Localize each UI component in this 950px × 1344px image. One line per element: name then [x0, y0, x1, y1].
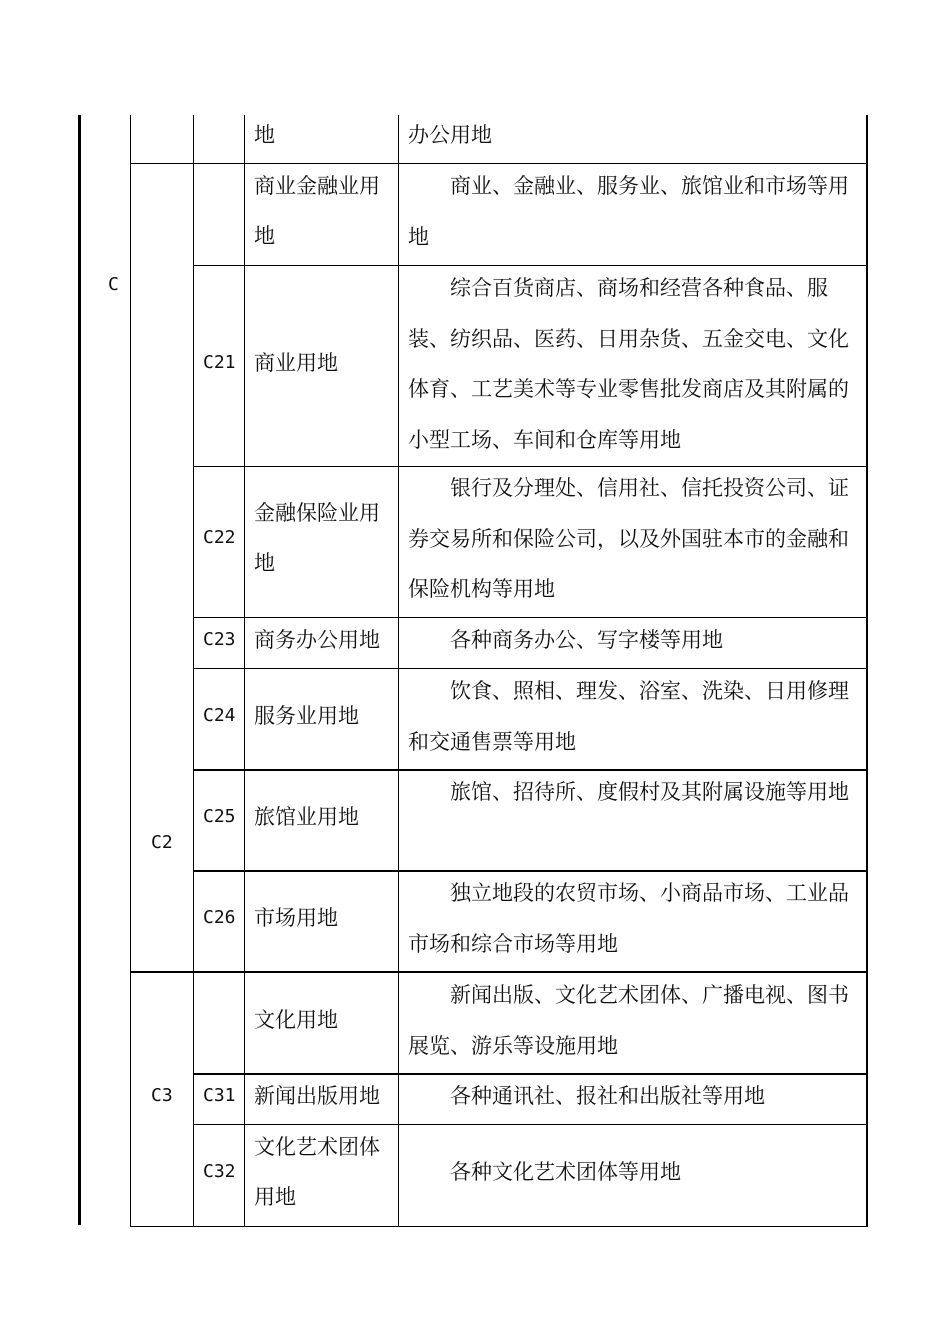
- row-desc: 各种商务办公、写字楼等用地: [408, 628, 723, 652]
- row-name: 地: [254, 224, 275, 248]
- row-name: 地: [254, 551, 275, 575]
- row-name: 商务办公用地: [254, 628, 380, 652]
- row-desc: 饮食、照相、理发、浴室、洗染、日用修理和交通售票等用地: [408, 679, 849, 754]
- column-divider-name: [244, 115, 245, 1227]
- row-name: 文化用地: [254, 1008, 338, 1032]
- table-left-border: [78, 115, 81, 1225]
- row-code: C24: [203, 705, 236, 726]
- row-code: C26: [203, 907, 236, 928]
- row-name: 旅馆业用地: [254, 805, 359, 829]
- row-desc: 商业、金融业、服务业、旅馆业和市场等用地: [408, 174, 849, 249]
- row-name: 新闻出版用地: [254, 1084, 380, 1108]
- category-c2: C2: [151, 832, 173, 853]
- row-name: 金融保险业用: [254, 501, 380, 525]
- row-code: C22: [203, 527, 236, 548]
- column-divider-c2: [130, 115, 131, 1227]
- row0-name: 地: [254, 123, 275, 147]
- row0-desc: 办公用地: [408, 123, 492, 147]
- row-code: C23: [203, 629, 236, 650]
- column-divider-desc: [398, 115, 399, 1227]
- row-code: C31: [203, 1085, 236, 1106]
- row-name: 服务业用地: [254, 704, 359, 728]
- row-code: C21: [203, 352, 236, 373]
- row-name: 用地: [254, 1185, 296, 1209]
- row-code: C25: [203, 806, 236, 827]
- row-desc: 各种通讯社、报社和出版社等用地: [408, 1084, 765, 1108]
- row-desc: 旅馆、招待所、度假村及其附属设施等用地: [408, 780, 849, 804]
- row-code: C32: [203, 1161, 236, 1182]
- row-desc: 银行及分理处、信用社、信托投资公司、证券交易所和保险公司，以及外国驻本市的金融和保险机构等用地: [408, 476, 849, 601]
- row-desc: 综合百货商店、商场和经营各种食品、服装、纺织品、医药、日用杂货、五金交电、文化体育、工艺美术等专业零售批发商店及其附属的小型工场、车间和仓库等用地: [408, 276, 849, 452]
- row-name: 文化艺术团体: [254, 1135, 380, 1159]
- category-c3: C3: [151, 1085, 173, 1106]
- category-c: C: [108, 274, 119, 295]
- row-desc: 独立地段的农贸市场、小商品市场、工业品市场和综合市场等用地: [408, 881, 849, 956]
- row-name: 商业金融业用: [254, 174, 380, 198]
- row-name: 市场用地: [254, 906, 338, 930]
- row-desc: 新闻出版、文化艺术团体、广播电视、图书展览、游乐等设施用地: [408, 983, 849, 1058]
- row-name: 商业用地: [254, 351, 338, 375]
- column-divider-code: [193, 115, 194, 1227]
- table-bottom-border: [130, 1226, 868, 1227]
- row-desc: 各种文化艺术团体等用地: [408, 1160, 681, 1184]
